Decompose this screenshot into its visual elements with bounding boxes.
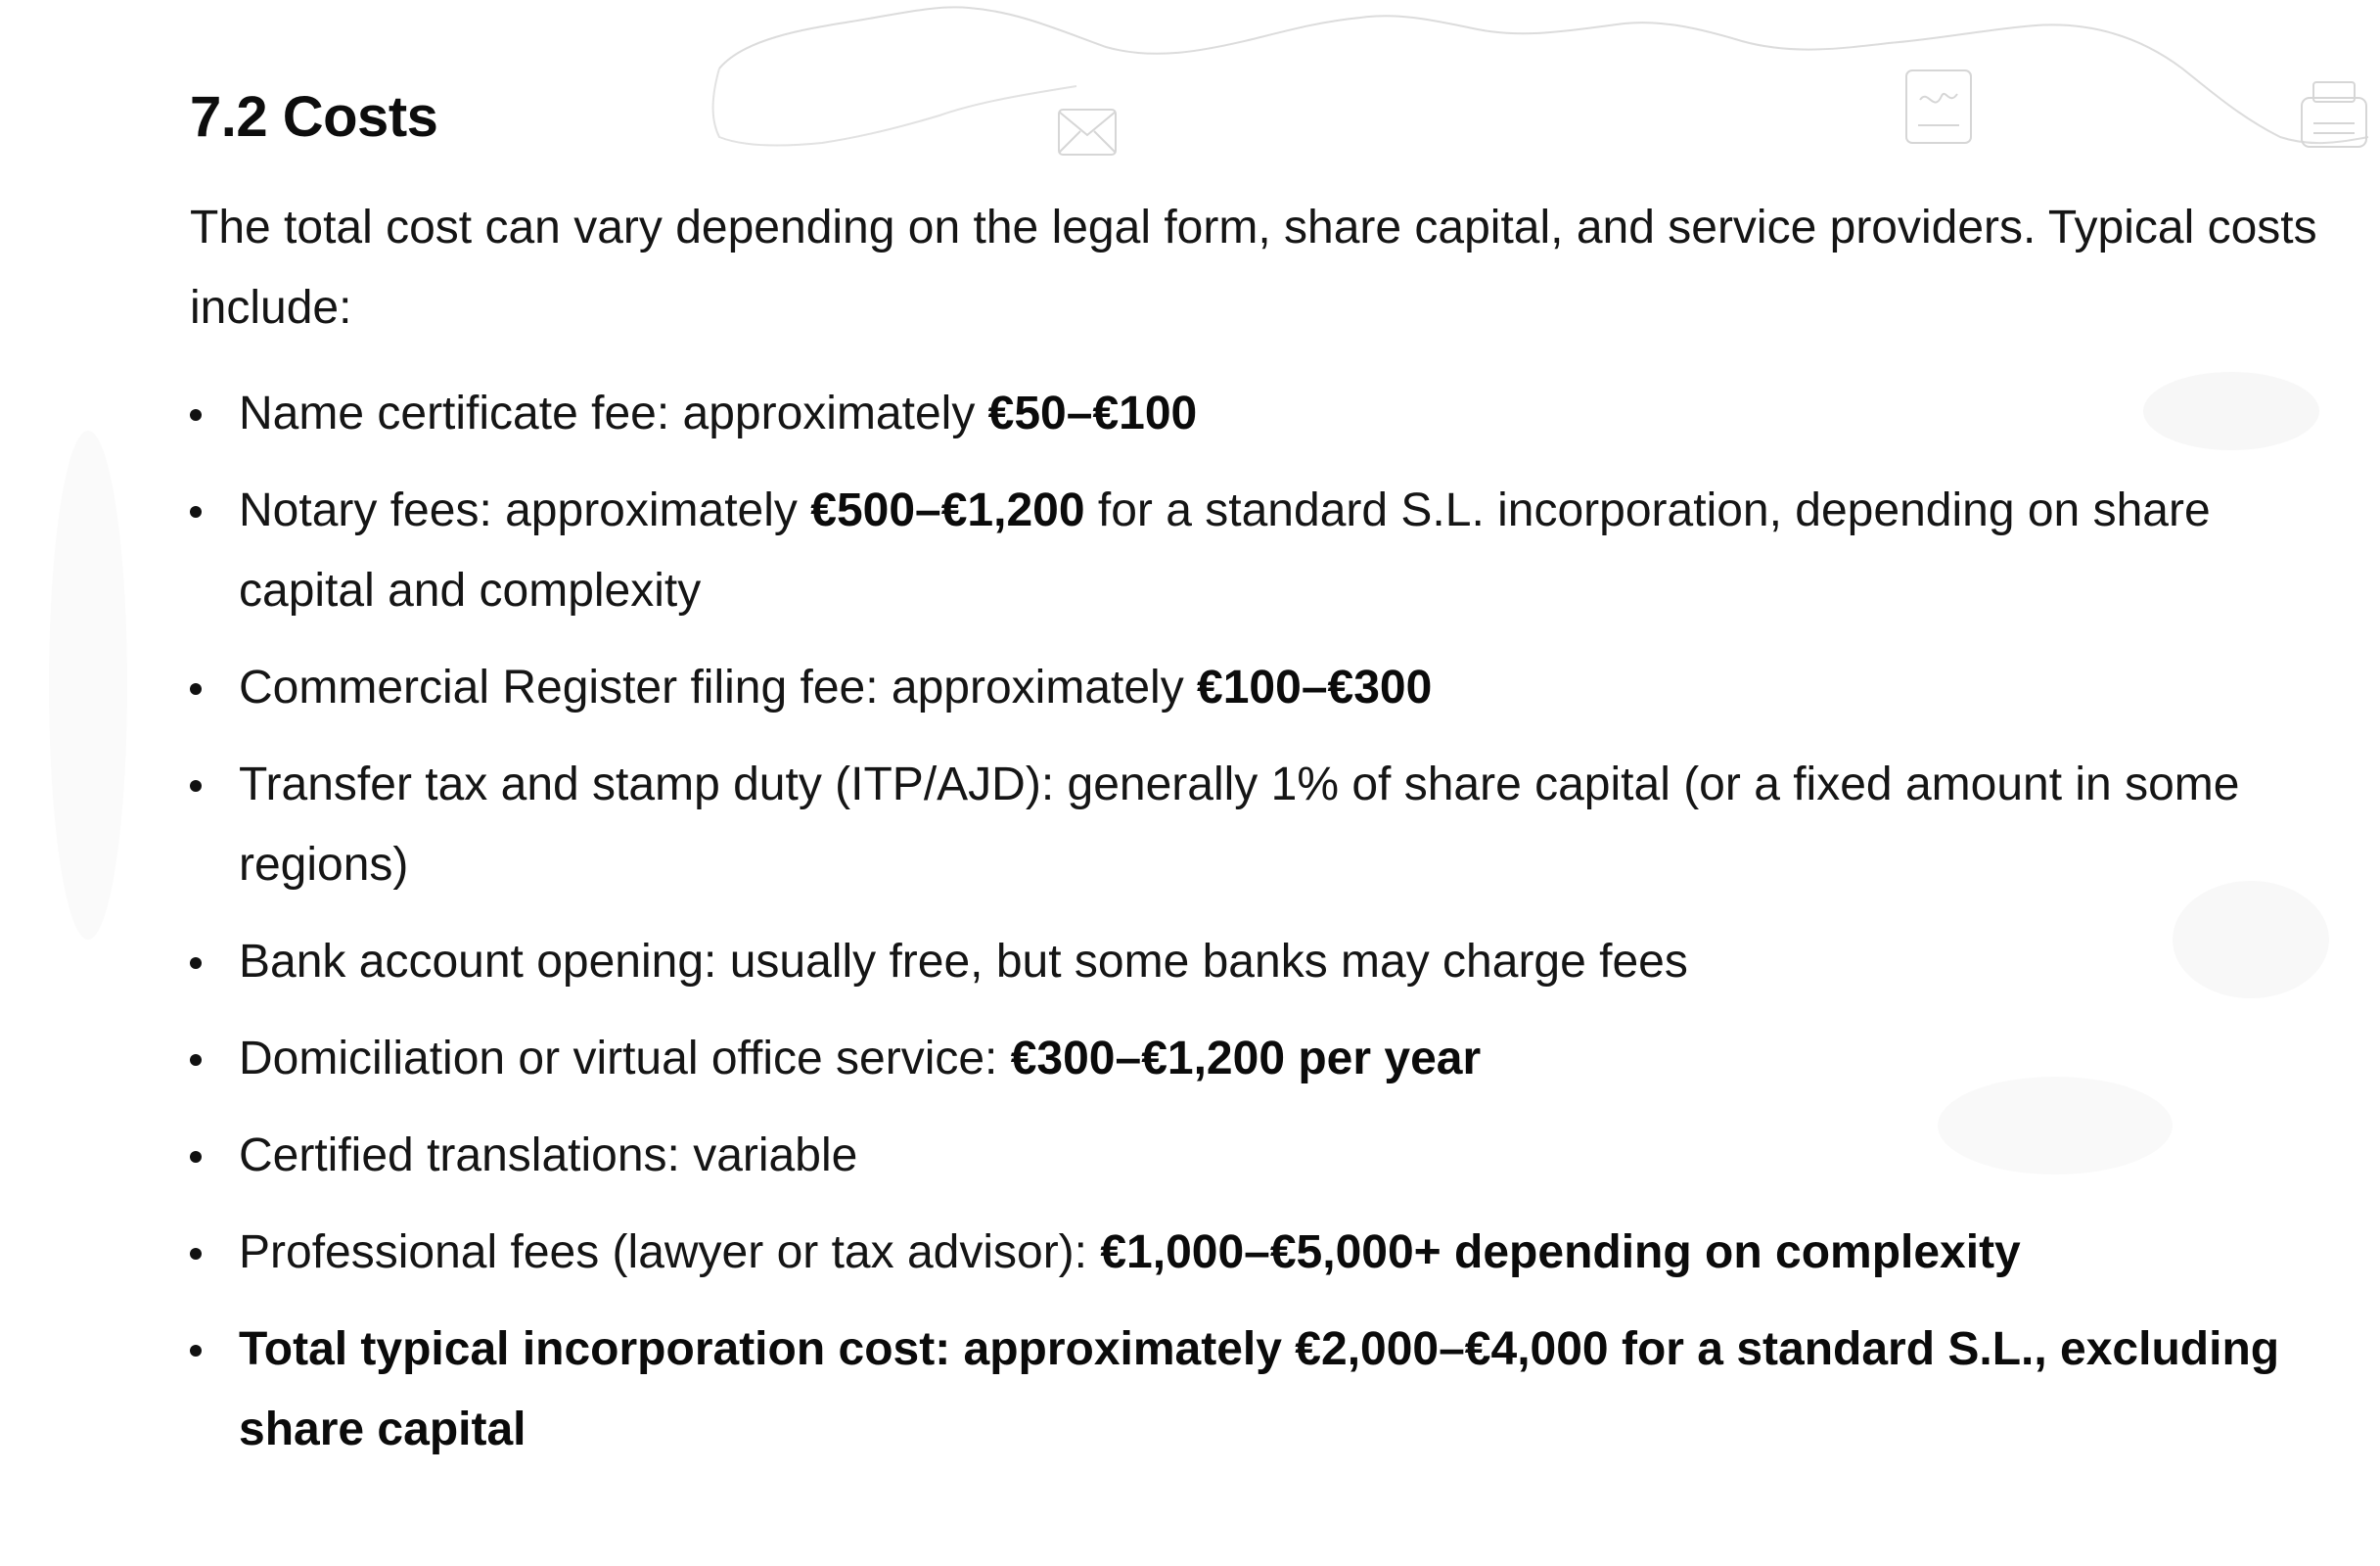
item-amount: €50–€100 xyxy=(987,388,1198,439)
item-amount: €500–€1,200 xyxy=(810,484,1085,536)
bullet-icon xyxy=(190,1345,202,1357)
faint-smudge xyxy=(49,431,127,940)
total-tail: for a standard S.L., excluding share capital xyxy=(239,1323,2280,1455)
bullet-icon xyxy=(190,780,202,792)
item-text: Transfer tax and stamp duty (ITP/AJD): generally 1% of share capital (or a fixed amount in some regions) xyxy=(239,759,2240,891)
item-text: Domiciliation or virtual office service: xyxy=(239,1033,1011,1084)
cost-list xyxy=(190,374,2343,1470)
bullet-icon xyxy=(190,683,202,695)
bullet-icon xyxy=(190,1151,202,1163)
document-content xyxy=(190,78,2343,1487)
bullet-icon xyxy=(190,957,202,969)
list-item xyxy=(190,1116,2353,1196)
intro-paragraph: The total cost can vary depending on the legal form, share capital, and service providers. Typical costs include: xyxy=(190,202,2317,334)
item-amount: €1,000–€5,000+ depending on complexity xyxy=(1100,1226,2021,1278)
item-suffix: for a standard S.L. incorporation, depending on share capital and complexity xyxy=(239,484,2211,617)
list-item xyxy=(190,648,2353,728)
item-amount: €100–€300 xyxy=(1197,662,1433,714)
item-text: Notary fees: approximately xyxy=(239,484,811,536)
total-lead: Total typical incorporation cost: approximately xyxy=(239,1323,1296,1375)
list-item xyxy=(190,471,2353,631)
item-text: Commercial Register filing fee: approximately xyxy=(239,662,1198,714)
list-item xyxy=(190,745,2353,905)
bullet-icon xyxy=(190,506,202,518)
list-item xyxy=(190,374,2353,454)
bullet-icon xyxy=(190,409,202,421)
section-title: 7.2 Costs xyxy=(190,85,438,149)
list-item xyxy=(190,922,2353,1002)
list-item xyxy=(190,1213,2353,1293)
bullet-icon xyxy=(190,1248,202,1260)
item-text: Name certificate fee: approximately xyxy=(239,388,988,439)
bullet-icon xyxy=(190,1054,202,1066)
item-text: Certified translations: variable xyxy=(239,1129,858,1181)
item-amount: €300–€1,200 per year xyxy=(1010,1033,1482,1084)
total-cost-item xyxy=(190,1310,2353,1470)
item-text: Professional fees (lawyer or tax advisor): xyxy=(239,1226,1101,1278)
total-range: €2,000–€4,000 xyxy=(1295,1323,1609,1375)
item-text: Bank account opening: usually free, but some banks may charge fees xyxy=(239,936,1688,988)
list-item xyxy=(190,1019,2353,1099)
